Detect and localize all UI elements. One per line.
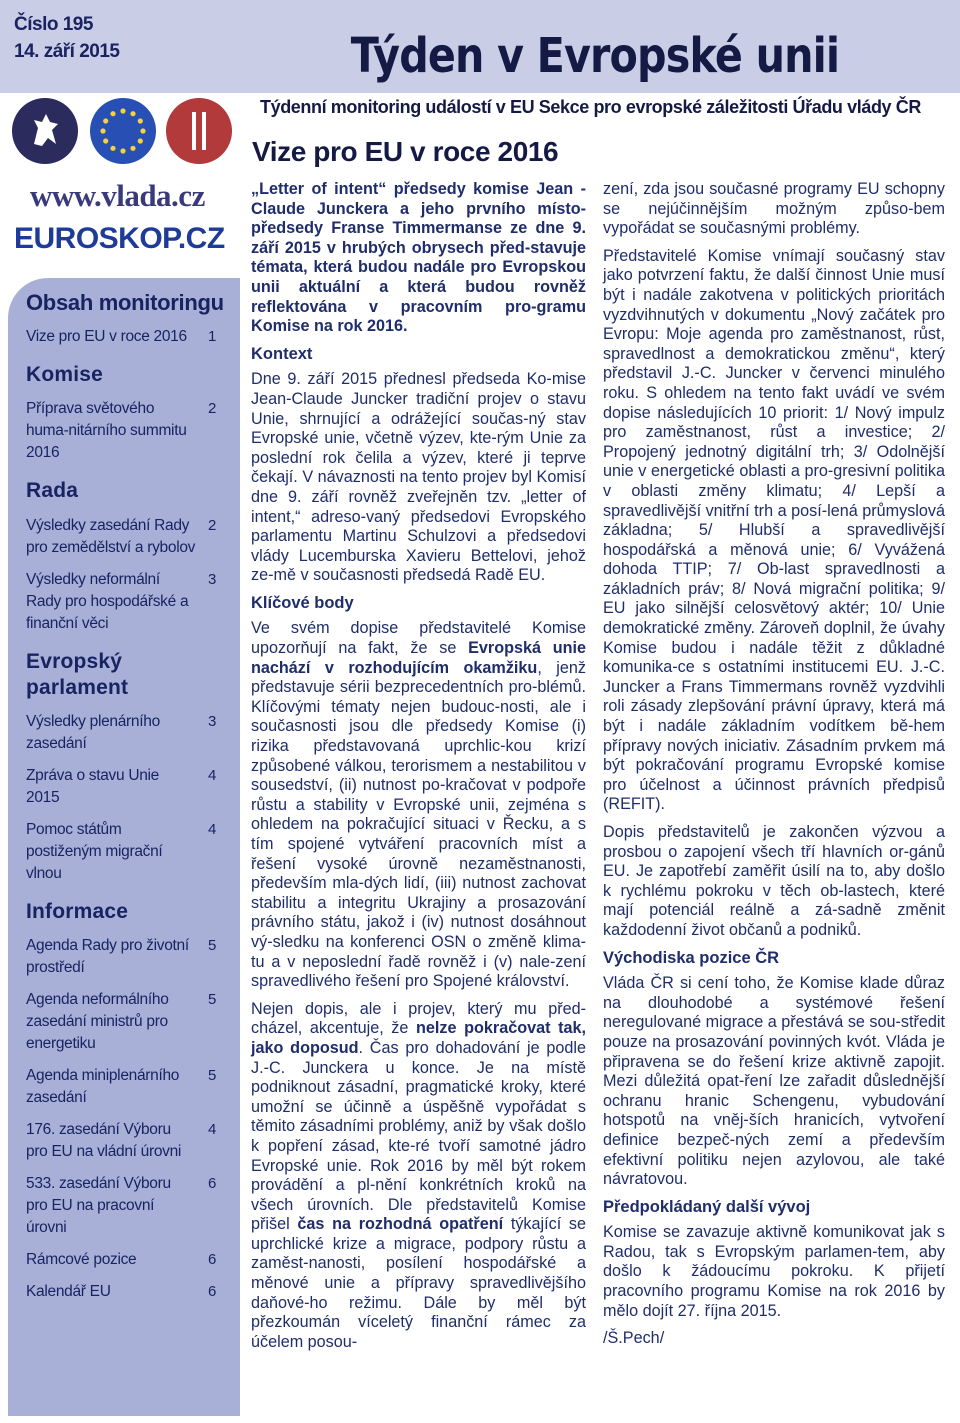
toc-item-label: Rámcové pozice: [26, 1251, 137, 1269]
toc-item[interactable]: [26, 1249, 226, 1271]
toc-item-page: 3: [207, 570, 216, 588]
heading-kontext: Kontext: [251, 344, 313, 363]
eu-stars-logo-icon: [90, 98, 156, 164]
toc-item-label: 533. zasedání Výboru pro EU na pracovní úrovni: [26, 1175, 171, 1237]
toc-item[interactable]: [26, 765, 226, 809]
toc-item-label: Výsledky plenárního zasedání: [26, 713, 160, 752]
toc-item[interactable]: [26, 989, 226, 1055]
toc-item[interactable]: [26, 1281, 226, 1303]
text-run: , jenž představuje sérii bezprecedentních pro-blémů. Klíčovými tématy nejen budouc-nosti, ale i současnosti jsou dle předsedy Komise (i) rizika představovaná uprchlic-kou krizí způsobené válkou, terorismem a nestabilitou v sousedství, (ii) nutnost po-kračovat v podpoře růstu a stability v Evropské unii, zejména s ohledem na pokračující situaci v Řecku, a s tím spojené vytváření pracovních míst a řešení vysoké úrovně nezaměstnanosti, především mla-dých lidí, (iii) nutnost zachovat stabilitu a integritu Ukrajiny a prosazování právního státu, jakož i (iv) nutnost dosáhnout vý-sledku na konferenci OSN o změně klima-tu a v neposlední řadě rovněž i (v) nale-zení spravedlivého řešení pro Spojené království.: [251, 658, 586, 991]
government-office-logo-icon: [166, 98, 232, 164]
paragraph-vychodiska: Vláda ČR si cení toho, že Komise klade důraz na dlouhodobé a systémové řešení neregulované migrace a přestává se sou-středit pouze na prosazování povinných kvót. Vláda je připravena se do řešení krize aktivně zapojit. Mezi důležitá opat-ření lze zařadit důslednější ochranu hranic Schengenu, vybudování hotspotů na vněj-ších hranicích, vytvoření definice bezpeč-ných zemí a především efektivní politiku nejen azylovou, ale také návratovou.: [603, 974, 945, 1189]
toc-item[interactable]: [26, 1173, 226, 1239]
toc-item-page: 5: [207, 991, 216, 1009]
article-lead: „Letter of intent“ předsedy komise Jean -Claude Junckera a jeho prvního místo-předsedy Franse Timmermanse ze dne 9. září 2015 v hrubých obrysech před-stavuje témata, která budou nadále pro Evropskou unii aktuální a která budou rovněž reflektována v pracovním pro-gramu Komise na rok 2016.: [251, 180, 586, 336]
toc-section-heading: Informace: [26, 900, 129, 923]
toc-item[interactable]: [26, 569, 226, 635]
toc-item-page: 6: [207, 1251, 216, 1269]
toc-item-label: Výsledky neformální Rady pro hospodářské a finanční věci: [26, 570, 189, 632]
vlada-url[interactable]: www.vlada.cz: [30, 178, 205, 213]
paragraph-right-1: zení, zda jsou současné programy EU schopny se nejúčinnějším možným způso-bem vypořádat se současnými problémy.: [603, 180, 945, 238]
newsletter-title: Týden v Evropské unii: [350, 28, 840, 84]
issue-date: 14. září 2015: [14, 41, 120, 62]
toc-item-label: 176. zasedání Výboru pro EU na vládní úrovni: [26, 1121, 182, 1161]
paragraph-right-2: Představitelé Komise vnímají současný stav jako potvrzení faktu, že další činnost Unie musí být i nadále zakotvena v politických prioritách vyzdvihnutých v dokumentu „Nový začátek pro Evropu: Moje agenda pro zaměstnanost, růst, spravedlnost a demokratickou změnu“, který představil J.-C. Juncker v červenci minulého roku. S ohledem na tento fakt uvádí ve svém dopise následujících 10 priorit: 1/ Nový impulz pro zaměstnanost, růst a investice; 2/ Propojený jednotný digitální trh; 3/ Odolnější unie v energetické oblasti a pro-gresivní politika v oblasti změny klimatu; 4/ Lepší a spravedlivější vnitřní trh a posí-lená průmyslová základna; 5/ Hlubší a spravedlivější hospodářská a měnová unie; 6/ Vyvážená dohoda TTIP; 7/ Ob-last spravedlnosti a základních práv; 8/ Nová migrační politika; 9/ EU jako silnější celosvětový aktér; 10/ Unie demokratické změny. Zároveň doplnil, že úvahy Komise budou i nadále těžit z důkladné komunika-ce s ostatními institucemi EU. J.-C. Juncker a Frans Timmermans rovněž vyzdvihli roli zásady zlepšování právní úpravy, která má být i nadále základním vodítkem bě-hem přípravy nových iniciativ. Zásadním prvkem má být pokračování programu Evropské komise pro účelnost a účinnost právních předpisů (REFIT).: [603, 246, 945, 814]
text-run-bold: Evropská unie nachází v rozhodujícím okamžiku: [251, 639, 586, 677]
toc-panel: [8, 278, 240, 1416]
toc-item-label: Agenda Rady pro životní prostředí: [26, 937, 189, 977]
toc-item[interactable]: [26, 935, 226, 979]
text-run-bold: čas na rozhodná opatření: [297, 1215, 504, 1234]
toc-item-label: Agenda miniplenárního zasedání: [26, 1067, 180, 1107]
text-run: Nejen dopis, ale i projev, který mu před-cházel, akcentuje, že: [251, 999, 586, 1038]
toc-section-heading: Komise: [26, 363, 104, 386]
paragraph-kontext: Dne 9. září 2015 přednesl předseda Ko-mise Jean-Claude Juncker tradiční projev o stavu Unie, shrnující a odrážející součas-ný stav Evropské unie, včetně výzev, kte-rým Unie za poslední rok čelila a výzev, které ji teprve čekají. V návaznosti na tento projev byl Komisí dne 9. září rovněž zveřejněn tzv. „letter of intent,“ adreso-vaný předsedovi Evropského parlamentu Martinu Schulzovi a předsedovi vlády Lucemburska Xavieru Bettelovi, jehož ze-mě v současnosti předsedá Radě EU.: [251, 370, 586, 585]
heading-klicove-body: Klíčové body: [251, 593, 354, 612]
signature: /Š.Pech/: [603, 1329, 665, 1348]
text-run: Ve svém dopise představitelé Komise upozorňují na fakt, že se: [251, 619, 586, 658]
article-column-right: [603, 180, 945, 1357]
toc-item-label: Výsledky zasedání Rady pro zemědělství a rybolov: [26, 516, 196, 556]
toc-item-page: 6: [207, 1283, 216, 1301]
toc-item-label: Zpráva o stavu Unie 2015: [26, 767, 160, 806]
toc-item-label: Vize pro EU v roce 2016: [26, 328, 187, 345]
toc-item-page: 5: [207, 937, 216, 955]
logo-row: [8, 98, 238, 178]
toc-item-label: Agenda neformálního zasedání ministrů pro energetiku: [26, 991, 169, 1053]
toc-section-heading: Rada: [26, 479, 79, 503]
toc-item-label: Kalendář EU: [26, 1283, 111, 1301]
toc-item-label: Pomoc státům postiženým migrační vlnou: [26, 821, 163, 882]
toc-item[interactable]: [26, 711, 226, 755]
toc-heading: Obsah monitoringu: [26, 290, 224, 315]
toc-item-page: 4: [207, 821, 216, 838]
issue-number: Číslo 195: [14, 14, 93, 35]
text-run: . Čas pro dohadování je podle J.-C. Junckera u konce. Je na místě podniknout zásadní, pragmatické kroky, které umožní se účinně a úspěšně vypořádat s těmito zásadními problémy, aniž by však došlo k popření zásad, kte-ré tvoří samotné jádro Evropské unie. Rok 2016 by měl být rokem provádění a pl-nění konkrétních kroků na všech úrovních. Dle představitelů Komise přišel: [251, 1038, 586, 1234]
toc-item-page: 4: [207, 767, 216, 784]
toc-list: [26, 290, 226, 1313]
euroskop-url[interactable]: EUROSKOP.CZ: [14, 222, 225, 255]
article-column-left: [251, 180, 586, 1360]
paragraph-klicove-1: [251, 619, 586, 991]
toc-item[interactable]: [26, 515, 226, 559]
toc-item[interactable]: [26, 1119, 226, 1163]
paragraph-dalsi-vyvoj: Komise se zavazuje aktivně komunikovat jak s Radou, tak s Evropským parlamen-tem, aby došlo k žádoucímu pokroku. K přijetí pracovního programu Komise na rok 2016 by mělo dojít 27. října 2015.: [603, 1223, 945, 1320]
toc-item-page: 2: [207, 400, 216, 418]
article-title: Vize pro EU v roce 2016: [252, 136, 559, 167]
text-run-bold: nelze pokračovat tak, jako doposud: [251, 1019, 587, 1057]
toc-item-page: 1: [207, 328, 216, 345]
toc-item-page: 5: [207, 1067, 216, 1085]
toc-item-label: Příprava světového huma-nitárního summitu 2016: [26, 400, 187, 462]
toc-item[interactable]: [26, 398, 226, 464]
toc-item[interactable]: [26, 326, 226, 348]
czech-lion-logo-icon: [12, 98, 78, 164]
paragraph-right-3: Dopis představitelů je zakončen výzvou a prosbou o zapojení všech tří hlavních or-gánů EU. Je zapotřebí zaměřit úsilí na to, aby došlo k rychlému pokroku v těch ob-lastech, které mají potenciál reálně a zá-sadně změnit každodenní život občanů a podniků.: [603, 823, 945, 939]
text-run: týkající se uprchlické krize a migrace, podpory růstu a zaměst-nanosti, posílení hospodářské a měnové unie a přípravy spravedlivějšího daňové-ho režimu. Dále by měl být přezkoumán víceletý finanční rámec za účelem posou-: [251, 1215, 586, 1351]
toc-item[interactable]: [26, 1065, 226, 1109]
toc-item-page: 2: [207, 516, 216, 534]
toc-item-page: 3: [207, 713, 216, 730]
paragraph-klicove-2: [251, 1000, 586, 1353]
heading-dalsi-vyvoj: Předpokládaný další vývoj: [603, 1197, 811, 1216]
toc-item-page: 6: [207, 1175, 216, 1193]
toc-item-page: 4: [207, 1121, 216, 1139]
newsletter-subtitle: Týdenní monitoring událostí v EU Sekce pro evropské záležitosti Úřadu vlády ČR: [260, 97, 921, 117]
heading-vychodiska: Východiska pozice ČR: [603, 948, 780, 967]
toc-item[interactable]: [26, 819, 226, 885]
toc-section-heading: Evropský parlament: [26, 649, 129, 699]
